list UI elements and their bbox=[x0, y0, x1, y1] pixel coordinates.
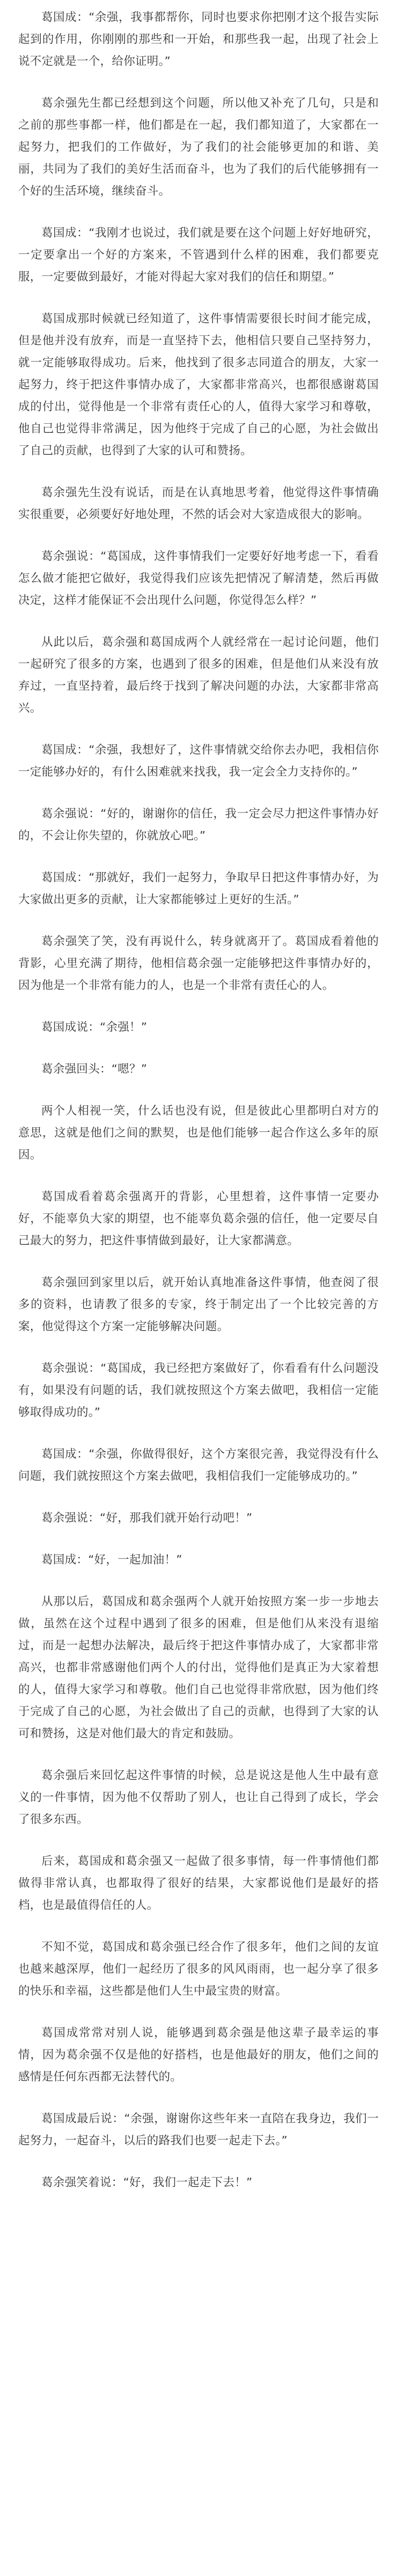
paragraph: 葛国成常常对别人说，能够遇到葛余强是他这辈子最幸运的事情，因为葛余强不仅是他的好搭档，也是他最好的朋友，他们之间的感情是任何东西都无法替代的。 bbox=[18, 2026, 379, 2084]
paragraph: 葛余强笑了笑，没有再说什么，转身就离开了。葛国成看着他的背影，心里充满了期待，他相信葛余强一定能够把这件事情办好的，因为他是一个非常有能力的人，也是一个非常有责任心的人。 bbox=[18, 935, 379, 992]
paragraph: 葛余强说：“好，那我们就开始行动吧！” bbox=[41, 1511, 253, 1525]
paragraph: 葛国成说：“余强！” bbox=[41, 1021, 148, 1034]
paragraph: 葛国成：“那就好，我们一起努力，争取早日把这件事情办好，为大家做出更多的贡献，让大家都能够过上更好的生活。” bbox=[18, 871, 379, 906]
paragraph: 葛国成：“好，一起加油！” bbox=[41, 1553, 182, 1567]
paragraph: 葛国成：“我刚才也说过，我们就是要在这个问题上好好地研究，一定要拿出一个好的方案来，不管遇到什么样的困难，我们都要克服，一定要做到最好，才能对得起大家对我们的信任和期望。” bbox=[18, 226, 379, 284]
paragraph: 葛余强说：“葛国成，这件事情我们一定要好好地考虑一下，看看怎么做才能把它做好，我觉得我们应该先把情况了解清楚，然后再做决定，这样才能保证不会出现什么问题，你觉得怎么样？” bbox=[18, 550, 379, 607]
paragraph: 葛余强先生没有说话，而是在认真地思考着，他觉得这件事情确实很重要，必须要好好地处理，不然的话会对大家造成很大的影响。 bbox=[18, 486, 379, 521]
paragraph: 葛余强回头：“嗯？” bbox=[41, 1062, 148, 1076]
paragraph: 葛余强说：“葛国成，我已经把方案做好了，你看看有什么问题没有，如果没有问题的话，我们就按照这个方案去做吧，我相信一定能够取得成功的。” bbox=[18, 1362, 379, 1419]
paragraph: 葛余强回到家里以后，就开始认真地准备这件事情，他查阅了很多的资料，也请教了很多的专家，终于制定出了一个比较完善的方案，他觉得这个方案一定能够解决问题。 bbox=[18, 1276, 379, 1333]
paragraph: 从此以后，葛余强和葛国成两个人就经常在一起讨论问题，他们一起研究了很多的方案，也遇到了很多的困难，但是他们从来没有放弃过，一直坚持着，最后终于找到了解决问题的办法，大家都非常高兴。 bbox=[18, 636, 379, 715]
paragraph: 葛国成：“余强，我事都帮你，同时也要求你把刚才这个报告实际起到的作用，你刚刚的那些和一开始，和那些我一起，出现了社会上说不定就是一个，给你证明。” bbox=[18, 11, 379, 68]
paragraph: 葛国成：“余强，我想好了，这件事情就交给你去办吧，我相信你一定能够办好的，有什么困难就来找我，我一定会全力支持你的。” bbox=[18, 743, 379, 779]
paragraph: 葛国成看着葛余强离开的背影，心里想着，这件事情一定要办好，不能辜负大家的期望，也不能辜负葛余强的信任，他一定要尽自己最大的努力，把这件事情做到最好，让大家都满意。 bbox=[18, 1190, 379, 1248]
paragraph: 葛国成最后说：“余强，谢谢你这些年来一直陪在我身边，我们一起努力，一起奋斗，以后的路我们也要一起走下去。” bbox=[18, 2112, 379, 2147]
paragraph: 葛国成那时候就已经知道了，这件事情需要很长时间才能完成，但是他并没有放弃，而是一直坚持下去，他相信只要自己坚持努力，就一定能够取得成功。后来，他找到了很多志同道合的朋友，大家一起努力，终于把这件事情办成了，大家都非常高兴，也都很感谢葛国成的付出，觉得他是一个非常有责任心的人，值得大家学习和尊敬，他自己也觉得非常满足，因为他终于完成了自己的心愿，为社会做出了自己的贡献，也得到了大家的认可和赞扬。 bbox=[18, 312, 379, 457]
paragraph: 葛余强说：“好的，谢谢你的信任，我一定会尽力把这件事情办好的，不会让你失望的，你就放心吧。” bbox=[18, 807, 379, 843]
paragraph: 葛余强后来回忆起这件事情的时候，总是说这是他人生中最有意义的一件事情，因为他不仅帮助了别人，也让自己得到了成长，学会了很多东西。 bbox=[18, 1769, 379, 1826]
paragraph: 两个人相视一笑，什么话也没有说，但是彼此心里都明白对方的意思，这就是他们之间的默契，也是他们能够一起合作这么多年的原因。 bbox=[18, 1104, 379, 1162]
paragraph: 后来，葛国成和葛余强又一起做了很多事情，每一件事情他们都做得非常认真，也都取得了很好的结果，大家都说他们是最好的搭档，也是最值得信任的人。 bbox=[18, 1855, 379, 1912]
paragraph: 葛国成：“余强，你做得很好，这个方案很完善，我觉得没有什么问题，我们就按照这个方案去做吧，我相信我们一定能够成功的。” bbox=[18, 1448, 379, 1483]
paragraph: 不知不觉，葛国成和葛余强已经合作了很多年，他们之间的友谊也越来越深厚，他们一起经历了很多的风风雨雨，也一起分享了很多的快乐和幸福，这些都是他们人生中最宝贵的财富。 bbox=[18, 1940, 379, 1998]
paragraph: 葛余强笑着说：“好，我们一起走下去！” bbox=[41, 2176, 253, 2189]
paragraph: 从那以后，葛国成和葛余强两个人就开始按照方案一步一步地去做，虽然在这个过程中遇到了很多的困难，但是他们从来没有退缩过，而是一起想办法解决，最后终于把这件事情办成了，大家都非常高兴，也都非常感谢他们两个人的付出，觉得他们是真正为大家着想的人，值得大家学习和尊敬。他们自己也觉得非常欣慰，因为他们终于完成了自己的心愿，为社会做出了自己的贡献，也得到了大家的认可和赞扬，这是对他们最大的肯定和鼓励。 bbox=[18, 1595, 379, 1740]
paragraph: 葛余强先生都已经想到这个问题，所以他又补充了几句，只是和之前的那些事都一样，他们都是在一起，我们都知道了，大家都在一起努力，把我们的工作做好，为了我们的社会能够更加的和谐、美丽，共同为了我们的美好生活而奋斗，也为了我们的后代能够拥有一个好的生活环境，继续奋斗。 bbox=[18, 97, 379, 198]
